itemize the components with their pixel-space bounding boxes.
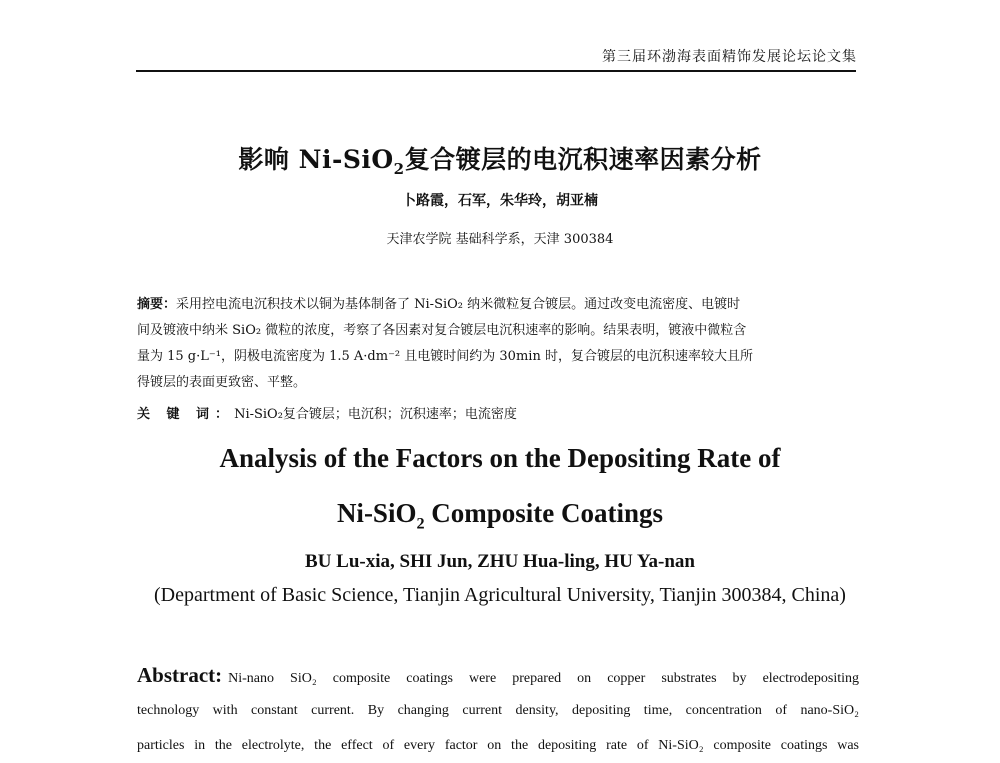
chinese-abstract-label: 摘要： — [137, 297, 177, 312]
english-abstract-line: particles in the electrolyte, the effect of every factor on the depositing rate of Ni-SiO₂ composite coatings was — [137, 738, 859, 753]
chinese-affiliation: 天津农学院 基础科学系，天津 300384 — [386, 232, 614, 247]
chinese-title-pre: 影响 Ni-SiO — [238, 145, 394, 174]
chinese-title-post: 复合镀层的电沉积速率因素分析 — [404, 145, 762, 174]
english-abstract-line: technology with constant current. By changing current density, depositing time, concentration of nano-SiO₂ — [137, 703, 859, 718]
chinese-abstract — [137, 292, 859, 396]
english-abstract-text: Ni-nano SiO₂ composite coatings were prepared on copper substrates by electrodepositing — [228, 671, 859, 686]
chinese-title — [0, 140, 1000, 178]
english-abstract — [137, 658, 859, 763]
english-title-line-1: Analysis of the Factors on the Depositing Rate of — [219, 443, 781, 473]
english-abstract-line — [137, 658, 859, 693]
english-abstract-label: Abstract: — [137, 663, 223, 687]
chinese-keywords-label: 关 键 词： — [137, 407, 235, 422]
chinese-abstract-line: 得镀层的表面更致密、平整。 — [137, 375, 307, 390]
english-title-line-2 — [0, 498, 1000, 533]
english-title-post: Composite Coatings — [424, 498, 664, 528]
english-title-pre: Ni-SiO — [336, 498, 417, 528]
chinese-abstract-text: 采用控电流电沉积技术以铜为基体制备了 Ni-SiO₂ 纳米微粒复合镀层。通过改变电流密度、电镀时 — [176, 297, 741, 312]
english-affiliation: (Department of Basic Science, Tianjin Agricultural University, Tianjin 300384, China) — [154, 584, 846, 606]
chinese-authors: 卜路霞，石军，朱华玲，胡亚楠 — [402, 193, 598, 209]
chinese-abstract-line: 间及镀液中纳米 SiO₂ 微粒的浓度，考察了各因素对复合镀层电沉积速率的影响。结果表明，镀液中微粒含 — [137, 323, 747, 338]
english-title-subscript: 2 — [416, 514, 425, 533]
chinese-title-subscript: 2 — [393, 160, 405, 178]
chinese-keywords — [137, 403, 859, 422]
chinese-keywords-text: Ni-SiO₂复合镀层；电沉积；沉积速率；电流密度 — [234, 407, 517, 422]
chinese-abstract-line: 量为 15 g·L⁻¹，阴极电流密度为 1.5 A·dm⁻² 且电镀时间约为 30min 时，复合镀层的电沉积速率较大且所 — [137, 349, 753, 364]
header-rule — [136, 70, 856, 72]
chinese-abstract-line — [137, 292, 859, 318]
running-header: 第三届环渤海表面精饰发展论坛论文集 — [602, 49, 857, 65]
english-authors: BU Lu-xia, SHI Jun, ZHU Hua-ling, HU Ya-nan — [305, 551, 695, 572]
